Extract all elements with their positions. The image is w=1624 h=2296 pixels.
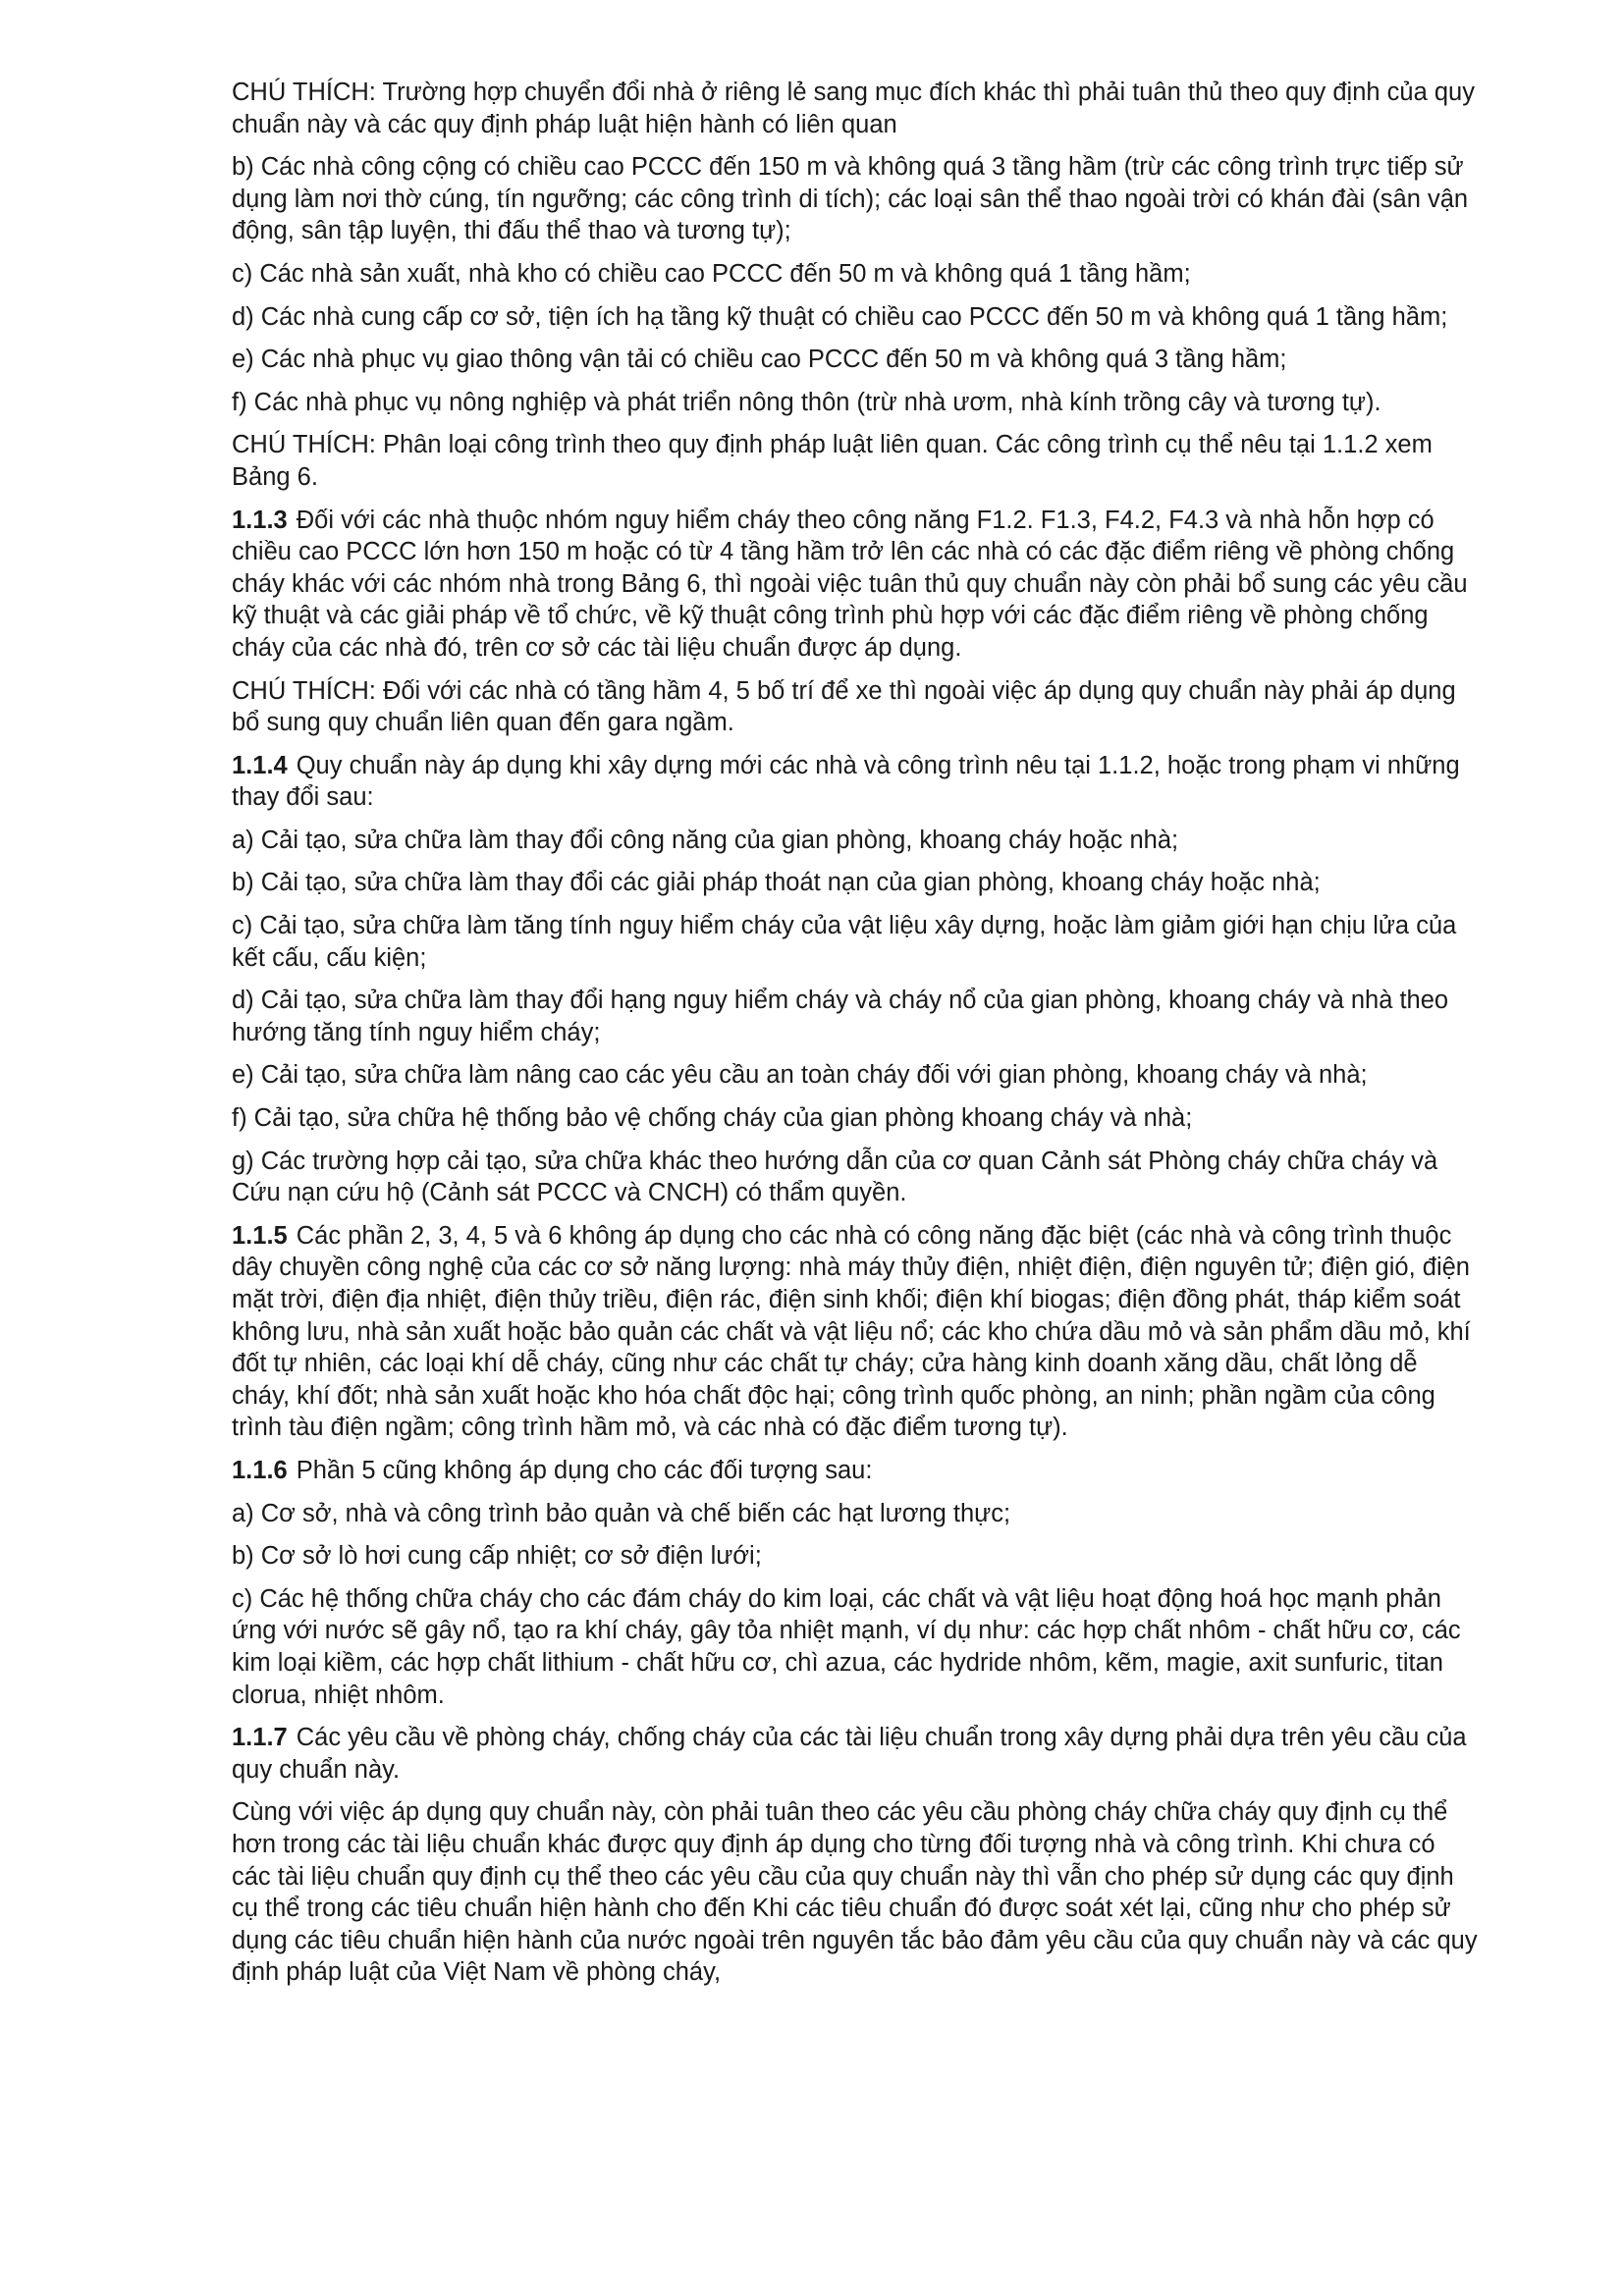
list-item: b) Cải tạo, sửa chữa làm thay đổi các giải pháp thoát nạn của gian phòng, khoang cháy hoặc nhà;: [232, 869, 1321, 897]
note-paragraph: CHÚ THÍCH: Đối với các nhà có tầng hầm 4, 5 bố trí để xe thì ngoài việc áp dụng quy chuẩn này phải áp dụng bổ sung quy chuẩn liên quan đến gara ngầm.: [232, 676, 1456, 737]
list-item: e) Cải tạo, sửa chữa làm nâng cao các yêu cầu an toàn cháy đối với gian phòng, khoang cháy và nhà;: [232, 1061, 1368, 1090]
clause-paragraph: 1.1.7 Các yêu cầu về phòng cháy, chống cháy của các tài liệu chuẩn trong xây dựng phải dựa trên yêu cầu của quy chuẩn này.: [232, 1724, 1467, 1784]
clause-number: 1.1.7: [232, 1724, 288, 1752]
clause-paragraph: 1.1.4 Quy chuẩn này áp dụng khi xây dựng mới các nhà và công trình nêu tại 1.1.2, hoặc trong phạm vi những thay đổi sau:: [232, 751, 1460, 812]
list-item: b) Các nhà công cộng có chiều cao PCCC đến 150 m và không quá 3 tầng hầm (trừ các công trình trực tiếp sử dụng làm nơi thờ cúng, tín ngưỡng; các công trình di tích); các loại sân thể thao ngoài trời có khán đài (sân vận động, sân tập luyện, thi đấu thể thao và tương tự);: [232, 153, 1469, 245]
list-item: a) Cải tạo, sửa chữa làm thay đổi công năng của gian phòng, khoang cháy hoặc nhà;: [232, 826, 1179, 854]
list-item: e) Các nhà phục vụ giao thông vận tải có chiều cao PCCC đến 50 m và không quá 3 tầng hầm;: [232, 346, 1287, 374]
list-item: b) Cơ sở lò hơi cung cấp nhiệt; cơ sở điện lưới;: [232, 1542, 762, 1571]
note-paragraph: CHÚ THÍCH: Trường hợp chuyển đổi nhà ở riêng lẻ sang mục đích khác thì phải tuân thủ theo quy định của quy chuẩn này và các quy định pháp luật hiện hành có liên quan: [232, 79, 1475, 138]
list-item: a) Cơ sở, nhà và công trình bảo quản và chế biến các hạt lương thực;: [232, 1499, 1011, 1527]
list-item: d) Cải tạo, sửa chữa làm thay đổi hạng nguy hiểm cháy và cháy nổ của gian phòng, khoang cháy và nhà theo hướng tăng tính nguy hiểm cháy;: [232, 987, 1449, 1046]
clause-number: 1.1.5: [232, 1221, 288, 1250]
note-paragraph: CHÚ THÍCH: Phân loại công trình theo quy định pháp luật liên quan. Các công trình cụ thể nêu tại 1.1.2 xem Bảng 6.: [232, 431, 1433, 491]
clause-number: 1.1.3: [232, 506, 288, 534]
clause-number: 1.1.6: [232, 1456, 288, 1484]
list-item: g) Các trường hợp cải tạo, sửa chữa khác theo hướng dẫn của cơ quan Cảnh sát Phòng cháy chữa cháy và Cứu nạn cứu hộ (Cảnh sát PCCC và CNCH) có thẩm quyền.: [232, 1147, 1438, 1207]
list-item: c) Các hệ thống chữa cháy cho các đám cháy do kim loại, các chất và vật liệu hoạt động hoá học mạnh phản ứng với nước sẽ gây nổ, tạo ra khí cháy, gây tỏa nhiệt mạnh, ví dụ như: các hợp chất nhôm - chất hữu cơ, các kim loại kiềm, các hợp chất lithium - chất hữu cơ, chì azua, các hydride nhôm, kẽm, magie, axit sunfuric, titan clorua, nhiệt nhôm.: [232, 1584, 1461, 1709]
clause-paragraph: 1.1.3 Đối với các nhà thuộc nhóm nguy hiểm cháy theo công năng F1.2. F1.3, F4.2, F4.3 và nhà hỗn hợp có chiều cao PCCC lớn hơn 150 m hoặc có từ 4 tầng hầm trở lên các nhà có các đặc điểm riêng về phòng chống cháy khác với các nhóm nhà trong Bảng 6, thì ngoài việc tuân thủ quy chuẩn này còn phải bổ sung các yêu cầu kỹ thuật và các giải pháp về tổ chức, về kỹ thuật công trình phù hợp với các đặc điểm riêng về phòng chống cháy của các nhà đó, trên cơ sở các tài liệu chuẩn được áp dụng.: [232, 506, 1468, 662]
clause-number: 1.1.4: [232, 751, 288, 779]
clause-paragraph: 1.1.6 Phần 5 cũng không áp dụng cho các đối tượng sau:: [232, 1456, 873, 1484]
clause-paragraph: 1.1.5 Các phần 2, 3, 4, 5 và 6 không áp dụng cho các nhà có công năng đặc biệt (các nhà và công trình thuộc dây chuyền công nghệ của các cơ sở năng lượng: nhà máy thủy điện, nhiệt điện, điện nguyên tử; điện gió, điện mặt trời, điện địa nhiệt, điện thủy triều, điện rác, điện sinh khối; điện khí biogas; điện đồng phát, tháp kiểm soát không lưu, nhà sản xuất hoặc bảo quản các chất và vật liệu nổ; các kho chứa dầu mỏ và sản phẩm dầu mỏ, khí đốt tự nhiên, các loại khí dễ cháy, cũng như các chất tự cháy; cửa hàng kinh doanh xăng dầu, chất lỏng dễ cháy, khí đốt; nhà sản xuất hoặc kho hóa chất độc hại; công trình quốc phòng, an ninh; phần ngầm của công trình tàu điện ngầm; công trình hầm mỏ, và các nhà có đặc điểm tương tự).: [232, 1221, 1471, 1442]
document-page: [232, 77, 1481, 2000]
list-item: f) Các nhà phục vụ nông nghiệp và phát triển nông thôn (trừ nhà ươm, nhà kính trồng cây và tương tự).: [232, 388, 1381, 416]
list-item: c) Cải tạo, sửa chữa làm tăng tính nguy hiểm cháy của vật liệu xây dựng, hoặc làm giảm giới hạn chịu lửa của kết cấu, cấu kiện;: [232, 912, 1457, 972]
list-item: d) Các nhà cung cấp cơ sở, tiện ích hạ tầng kỹ thuật có chiều cao PCCC đến 50 m và không quá 1 tầng hầm;: [232, 302, 1448, 331]
list-item: f) Cải tạo, sửa chữa hệ thống bảo vệ chống cháy của gian phòng khoang cháy và nhà;: [232, 1104, 1193, 1133]
list-item: c) Các nhà sản xuất, nhà kho có chiều cao PCCC đến 50 m và không quá 1 tầng hầm;: [232, 259, 1191, 288]
body-paragraph: Cùng với việc áp dụng quy chuẩn này, còn phải tuân theo các yêu cầu phòng cháy chữa cháy quy định cụ thể hơn trong các tài liệu chuẩn khác được quy định áp dụng cho từng đối tượng nhà và công trình. Khi chưa có các tài liệu chuẩn quy định cụ thể theo các yêu cầu của quy chuẩn này thì vẫn cho phép sử dụng các quy định cụ thể trong các tiêu chuẩn hiện hành cho đến Khi các tiêu chuẩn đó được soát xét lại, cũng như cho phép sử dụng các tiêu chuẩn hiện hành của nước ngoài trên nguyên tắc bảo đảm yêu cầu của quy chuẩn này và các quy định pháp luật của Việt Nam về phòng cháy,: [232, 1798, 1478, 1987]
